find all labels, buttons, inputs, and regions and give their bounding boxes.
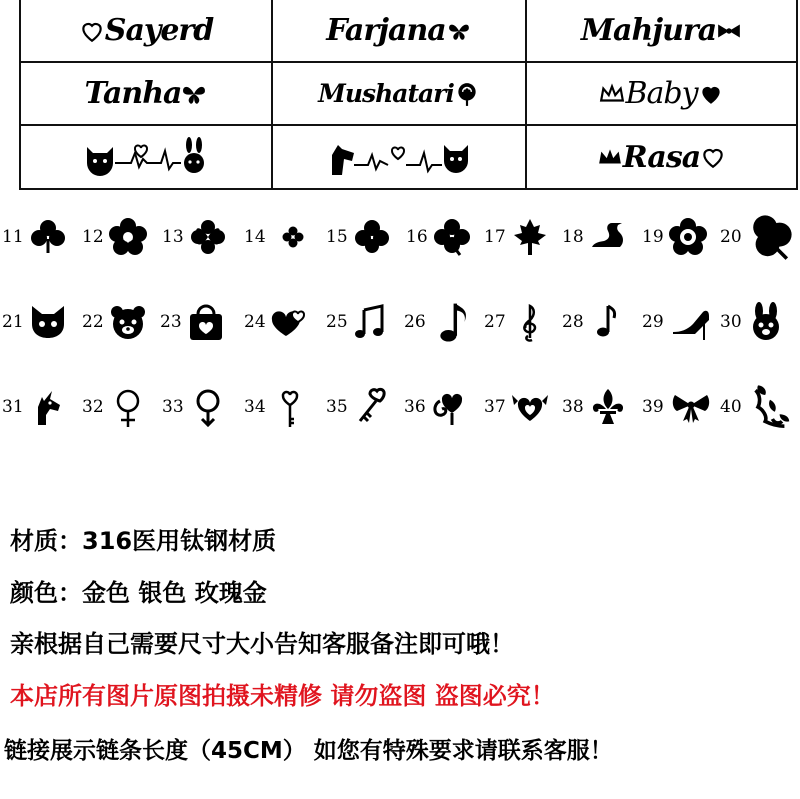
charm-item [244, 212, 308, 262]
charm-item [162, 382, 228, 432]
charm-item [244, 297, 310, 347]
charm-number: 34 [244, 397, 266, 417]
charm-number: 33 [162, 397, 184, 417]
charm-item [720, 382, 794, 432]
cat-face-icon [28, 302, 68, 342]
charm-number: 29 [642, 312, 664, 332]
charm-item [326, 382, 392, 432]
charm-number: 14 [244, 227, 266, 247]
name-cell-2 [273, 0, 527, 63]
charm-number: 22 [82, 312, 104, 332]
name-cell-1 [21, 0, 273, 63]
charm-number: 23 [160, 312, 182, 332]
female-symbol-icon [108, 382, 148, 432]
name-cell-5 [273, 63, 527, 126]
chain-length-line: 链接展示链条长度（45CM） 如您有特殊要求请联系客服！ [4, 738, 613, 764]
name-cell-7 [21, 126, 273, 188]
charm-item [720, 212, 794, 262]
charm-item [160, 297, 226, 347]
music-note-icon [430, 299, 476, 345]
swan-icon [588, 217, 628, 257]
name-cell-3 [527, 0, 796, 63]
charm-number: 11 [2, 227, 24, 247]
unicorn-icon [28, 387, 68, 427]
charm-item [82, 297, 148, 347]
charm-number: 39 [642, 397, 664, 417]
name-cell-8 [273, 126, 527, 188]
charm-item [244, 382, 310, 432]
name-necklace-grid [19, 0, 798, 190]
heart-key-icon [352, 387, 392, 427]
charm-item [720, 297, 786, 347]
charm-row-1 [0, 212, 800, 262]
charm-number: 27 [484, 312, 506, 332]
small-clover-icon [278, 222, 308, 252]
charm-number: 35 [326, 397, 348, 417]
charm-number: 37 [484, 397, 506, 417]
charm-item [562, 297, 628, 347]
name-cell-4 [21, 63, 273, 126]
name-text: Mushatari [318, 79, 454, 108]
charm-item [404, 297, 476, 347]
charm-number: 36 [404, 397, 426, 417]
bunny-face-icon [746, 302, 786, 342]
name-text: Baby [625, 76, 698, 111]
beamed-notes-icon [352, 302, 392, 342]
heart-bag-icon [186, 302, 226, 342]
copyright-warning-line: 本店所有图片原图拍摄未精修 请勿盗图 盗图必究！ [10, 682, 555, 710]
charm-number: 24 [244, 312, 266, 332]
charm-number: 28 [562, 312, 584, 332]
maple-leaf-icon [510, 217, 550, 257]
charm-number: 25 [326, 312, 348, 332]
charm-item [2, 382, 68, 432]
charm-item [484, 212, 550, 262]
charm-item [642, 297, 714, 347]
charm-number: 16 [406, 227, 428, 247]
name-cell-9 [527, 126, 796, 188]
charm-number: 21 [2, 312, 24, 332]
bow-icon [716, 18, 742, 44]
charm-item [562, 212, 628, 262]
charm-item [642, 212, 708, 262]
crown-icon [599, 81, 625, 107]
charm-number: 19 [642, 227, 664, 247]
high-heel-icon [668, 302, 714, 342]
butterfly-icon [181, 81, 207, 107]
charm-item [326, 297, 392, 347]
flower-icon [108, 217, 148, 257]
butterfly-icon [446, 18, 472, 44]
heart-icon [700, 144, 726, 170]
color-line: 颜色：金色 银色 玫瑰金 [10, 579, 267, 607]
flower-outline-icon [668, 217, 708, 257]
charm-item [484, 297, 550, 347]
clover-icon [432, 217, 472, 257]
charm-number: 20 [720, 227, 742, 247]
clover-icon [352, 217, 392, 257]
charm-number: 13 [162, 227, 184, 247]
charm-item [484, 382, 550, 432]
charm-number: 18 [562, 227, 584, 247]
heart-icon [79, 18, 105, 44]
treble-clef-icon [510, 302, 550, 342]
charm-number: 12 [82, 227, 104, 247]
rose-icon [454, 81, 480, 107]
charm-number: 15 [326, 227, 348, 247]
four-leaf-clover-icon [188, 217, 228, 257]
charm-item [82, 382, 148, 432]
name-text: Rasa [622, 139, 701, 175]
material-line: 材质：316医用钛钢材质 [10, 527, 277, 555]
name-text: Mahjura [580, 13, 717, 48]
charm-row-3 [0, 382, 800, 432]
charm-row-2 [0, 297, 800, 347]
branch-leaf-icon [746, 383, 794, 431]
heart-key-icon [270, 381, 310, 433]
charm-item [162, 212, 228, 262]
size-note-line: 亲根据自己需要尺寸大小告知客服备注即可哦！ [10, 630, 514, 658]
double-heart-icon [270, 302, 310, 342]
charm-number: 26 [404, 312, 426, 332]
clover-icon [28, 217, 68, 257]
charm-item [562, 382, 628, 432]
charm-item [404, 382, 470, 432]
charm-number: 31 [2, 397, 24, 417]
charm-item [326, 212, 392, 262]
charm-item [82, 212, 148, 262]
male-down-symbol-icon [188, 382, 228, 432]
charm-item [2, 212, 68, 262]
bow-icon [668, 387, 714, 427]
name-text: Sayerd [104, 13, 214, 48]
heart-wings-icon [510, 387, 550, 427]
charm-number: 38 [562, 397, 584, 417]
charm-number: 17 [484, 227, 506, 247]
bear-face-icon [108, 302, 148, 342]
charm-item [2, 297, 68, 347]
fleur-de-lis-icon [588, 387, 628, 427]
horse-heartbeat-cat-icon [324, 137, 474, 177]
name-cell-6 [527, 63, 796, 126]
charm-item [642, 382, 714, 432]
name-text: Farjana [326, 13, 446, 48]
charm-number: 40 [720, 397, 742, 417]
big-clover-icon [746, 213, 794, 261]
crown-icon [597, 144, 623, 170]
cat-heartbeat-bunny-icon [81, 137, 211, 177]
eighth-note-icon [588, 302, 628, 342]
name-text: Tanha [84, 76, 182, 111]
heart-swirl-icon [430, 387, 470, 427]
heart-icon [698, 81, 724, 107]
charm-item [406, 212, 472, 262]
charm-number: 32 [82, 397, 104, 417]
charm-number: 30 [720, 312, 742, 332]
